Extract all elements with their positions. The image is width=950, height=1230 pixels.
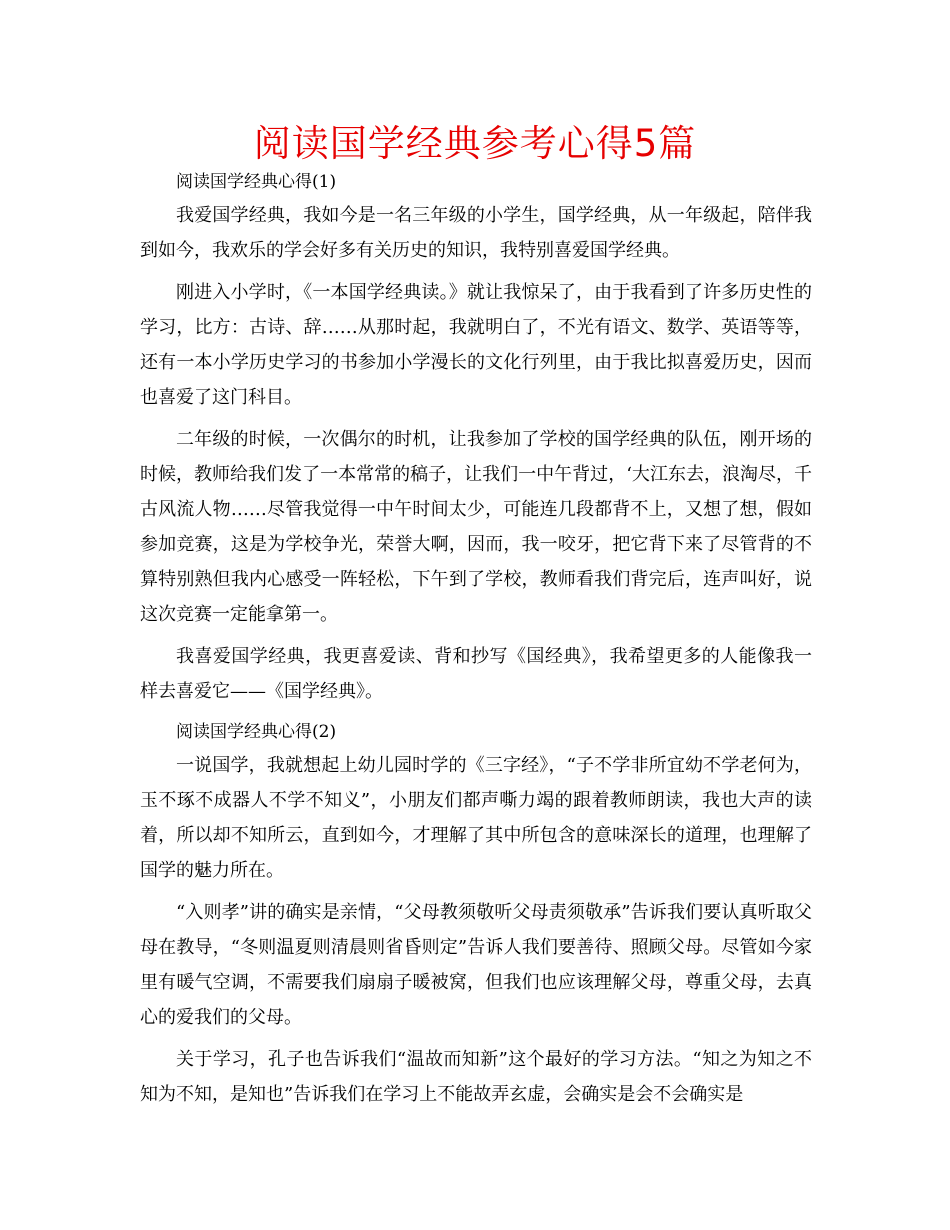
- paragraph: 二年级的时候，一次偶尔的时机，让我参加了学校的国学经典的队伍，刚开场的时候，教师给我们发了一本常常的稿子，让我们一中午背过，‘大江东去，浪淘尽，千古风流人物……尽管我觉得一中午时间太少，可能连几段都背不上，又想了想，假如参加竞赛，这是为学校争光，荣誉大啊，因而，我一咬牙，把它背下来了尽管背的不算特别熟但我内心感受一阵轻松，下午到了学校，教师看我们背完后，连声叫好，说这次竞赛一定能拿第一。: [140, 429, 812, 625]
- section-heading-1: 阅读国学经典心得(1): [176, 172, 337, 192]
- paragraph: “入则孝”讲的确实是亲情，“父母教须敬听父母责须敬承”告诉我们要认真听取父母在教导，“冬则温夏则清晨则省昏则定”告诉人我们要善待、照顾父母。尽管如今家里有暖气空调，不需要我们扇扇子暖被窝，但我们也应该理解父母，尊重父母，去真心的爱我们的父母。: [140, 902, 812, 1028]
- document-title: 阅读国学经典参考心得5篇: [253, 122, 697, 165]
- paragraph: 刚进入小学时，《一本国学经典读。》就让我惊呆了，由于我看到了许多历史性的学习，比方：古诗、辞……从那时起，我就明白了，不光有语文、数学、英语等等，还有一本小学历史学习的书参加小学漫长的文化行列里，由于我比拟喜爱历史，因而也喜爱了这门科目。: [140, 282, 812, 408]
- paragraph: 一说国学，我就想起上幼儿园时学的《三字经》，“子不学非所宜幼不学老何为，玉不琢不成器人不学不知义”，小朋友们都声嘶力竭的跟着教师朗读，我也大声的读着，所以却不知所云，直到如今，才理解了其中所包含的意味深长的道理，也理解了国学的魅力所在。: [140, 755, 812, 881]
- paragraph: 我爱国学经典，我如今是一名三年级的小学生，国学经典，从一年级起，陪伴我到如今，我欢乐的学会好多有关历史的知识，我特别喜爱国学经典。: [140, 205, 812, 261]
- section-heading-2: 阅读国学经典心得(2): [176, 722, 337, 742]
- document-body: [140, 166, 812, 1112]
- paragraph: 关于学习，孔子也告诉我们“温故而知新”这个最好的学习方法。“知之为知之不知为不知，是知也”告诉我们在学习上不能故弄玄虚，会确实是会不会确实是: [140, 1049, 812, 1105]
- paragraph: 我喜爱国学经典，我更喜爱读、背和抄写《国经典》，我希望更多的人能像我一样去喜爱它——《国学经典》。: [140, 646, 812, 702]
